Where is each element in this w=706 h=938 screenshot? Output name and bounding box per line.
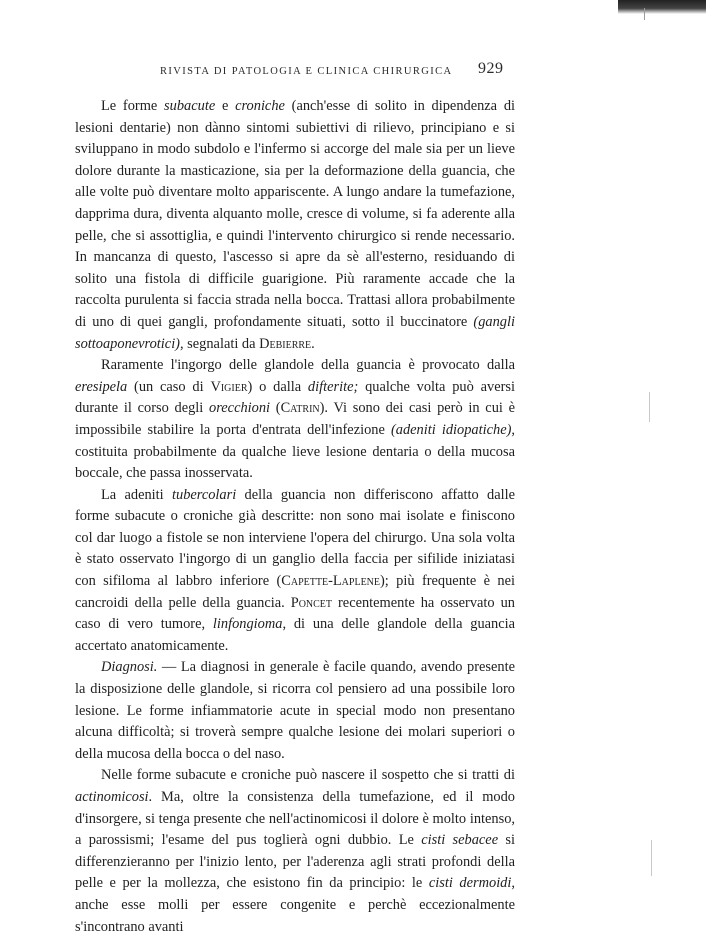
italic-run: difterite; <box>307 378 359 395</box>
text-run: — La diagnosi in generale è facile quando, avendo presente la disposizione delle glandole, si ricorra col pensiero ad una possibile loro lesione. Le forme infiammatorie acute in special modo non presentano alcuna difficoltà; si troverà sempre qualche lesione dei molari superiori o della mucosa della bocca o del naso. <box>75 659 515 762</box>
paragraph <box>75 657 515 765</box>
smallcaps-name: Vigier <box>210 378 248 395</box>
text-run: , costituita probabilmente da qualche lieve lesione dentaria o della mucosa boccale, che passa inosservata. <box>75 421 515 482</box>
italic-run: orecchioni <box>209 400 271 417</box>
text-run: ). Vi sono dei casi però in cui è impossibile stabilire la porta d'entrata dell'infezione <box>75 400 516 438</box>
text-run: ( <box>270 400 281 417</box>
text-run: , segnalati da <box>179 335 260 352</box>
smallcaps-name: Poncet <box>290 594 333 611</box>
text-run: , di una delle glandole della guancia accertato anatomicamente. <box>75 616 515 654</box>
italic-run: tubercolari <box>172 486 237 503</box>
text-run: ); più frequente è nei cancroidi della pelle della guancia. <box>75 573 515 611</box>
paragraph <box>75 96 515 355</box>
text-run: (anch'esse di solito in dipendenza di lesioni dentarie) non dànno sintomi subiettivi di rilievo, principiano e si sviluppano in modo subdolo e l'infermo si accorge del male sia per un lieve dolore durante la masticazione, sia per la deformazione della guancia, che alle volte può diventare molto appariscente. A lungo andare la tumefazione, dapprima dura, diventa alquanto molle, cresce di volume, si fa aderente alla pelle, che si assottiglia, e quindi l'intervento chirurgico si rende necessario. In mancanza di questo, l'ascesso si apre da sè all'esterno, residuando di solito una fistola di difficile guarigione. Più raramente accade che la raccolta purulenta si faccia strada nella bocca. Trattasi allora probabilmente di uno di quei gangli, profondamente situati, sotto il buccinatore <box>75 98 516 330</box>
italic-run: cisti sebacee <box>421 832 499 849</box>
text-run: (un caso di <box>127 378 211 395</box>
text-run: e <box>215 98 236 114</box>
text-run: si differenzieranno per l'inizio lento, per l'aderenza agli strati profondi della pelle e per la mollezza, che esistono fin da principio: le <box>75 832 515 892</box>
text-run: Nelle forme subacute e croniche può nascere il sospetto che si tratti di <box>101 767 515 784</box>
italic-run: eresipela <box>75 378 128 395</box>
text-run: . Ma, oltre la consistenza della tumefazione, ed il modo d'insorgere, si tenga presente che nell'actinomicosi il dolore è molto intenso, a parossismi; l'esame del pus toglierà ogni dubbio. Le <box>75 789 515 849</box>
text-run: ) o dalla <box>247 378 308 395</box>
text-run: , anche esse molli per essere congenite e perchè eccezionalmente s'incontrano avanti <box>75 875 515 935</box>
paragraph <box>75 765 515 938</box>
smallcaps-name: Catrin <box>280 400 320 417</box>
italic-run: subacute <box>164 98 216 114</box>
italic-run: (adeniti idiopatiche) <box>390 421 512 438</box>
text-run: La adeniti <box>101 486 172 503</box>
paragraph <box>75 355 515 485</box>
page-number: 929 <box>478 60 504 77</box>
italic-run: linfongioma <box>212 616 283 633</box>
scan-edge-shadow <box>618 0 706 14</box>
italic-run: croniche <box>235 98 285 114</box>
text-run: Le forme <box>101 98 165 114</box>
text-run: qualche volta può aversi durante il corso degli <box>75 378 515 417</box>
text-run: Raramente l'ingorgo delle glandole della guancia è provocato dalla <box>101 357 515 374</box>
italic-run: cisti dermoidi <box>428 875 512 892</box>
text-run: recentemente ha osservato un caso di vero tumore, <box>75 594 515 633</box>
article-body <box>75 96 515 938</box>
paragraph <box>75 485 515 658</box>
scan-margin-mark <box>651 840 652 876</box>
scan-tick-mark <box>644 8 645 20</box>
italic-run: actinomicosi <box>75 789 149 805</box>
italic-run: Diagnosi. <box>101 659 158 676</box>
smallcaps-name: Capette-Laplene <box>281 573 381 590</box>
italic-run: (gangli sottoaponevrotici) <box>75 313 515 352</box>
smallcaps-name: Debierre <box>259 335 312 352</box>
text-run: . <box>311 335 315 352</box>
running-title: RIVISTA DI PATOLOGIA E CLINICA CHIRURGICA <box>160 66 453 77</box>
text-run: della guancia non differiscono affatto dalle forme subacute o croniche già descritte: non sono mai isolate e finiscono col dar luogo a fistole se non interviene l'opera del chirurgo. Una sola volta è stato osservato l'ingorgo di un ganglio della faccia per sifilide iniziatasi con sifiloma al labbro inferiore ( <box>75 486 515 590</box>
scan-margin-mark <box>649 392 650 422</box>
